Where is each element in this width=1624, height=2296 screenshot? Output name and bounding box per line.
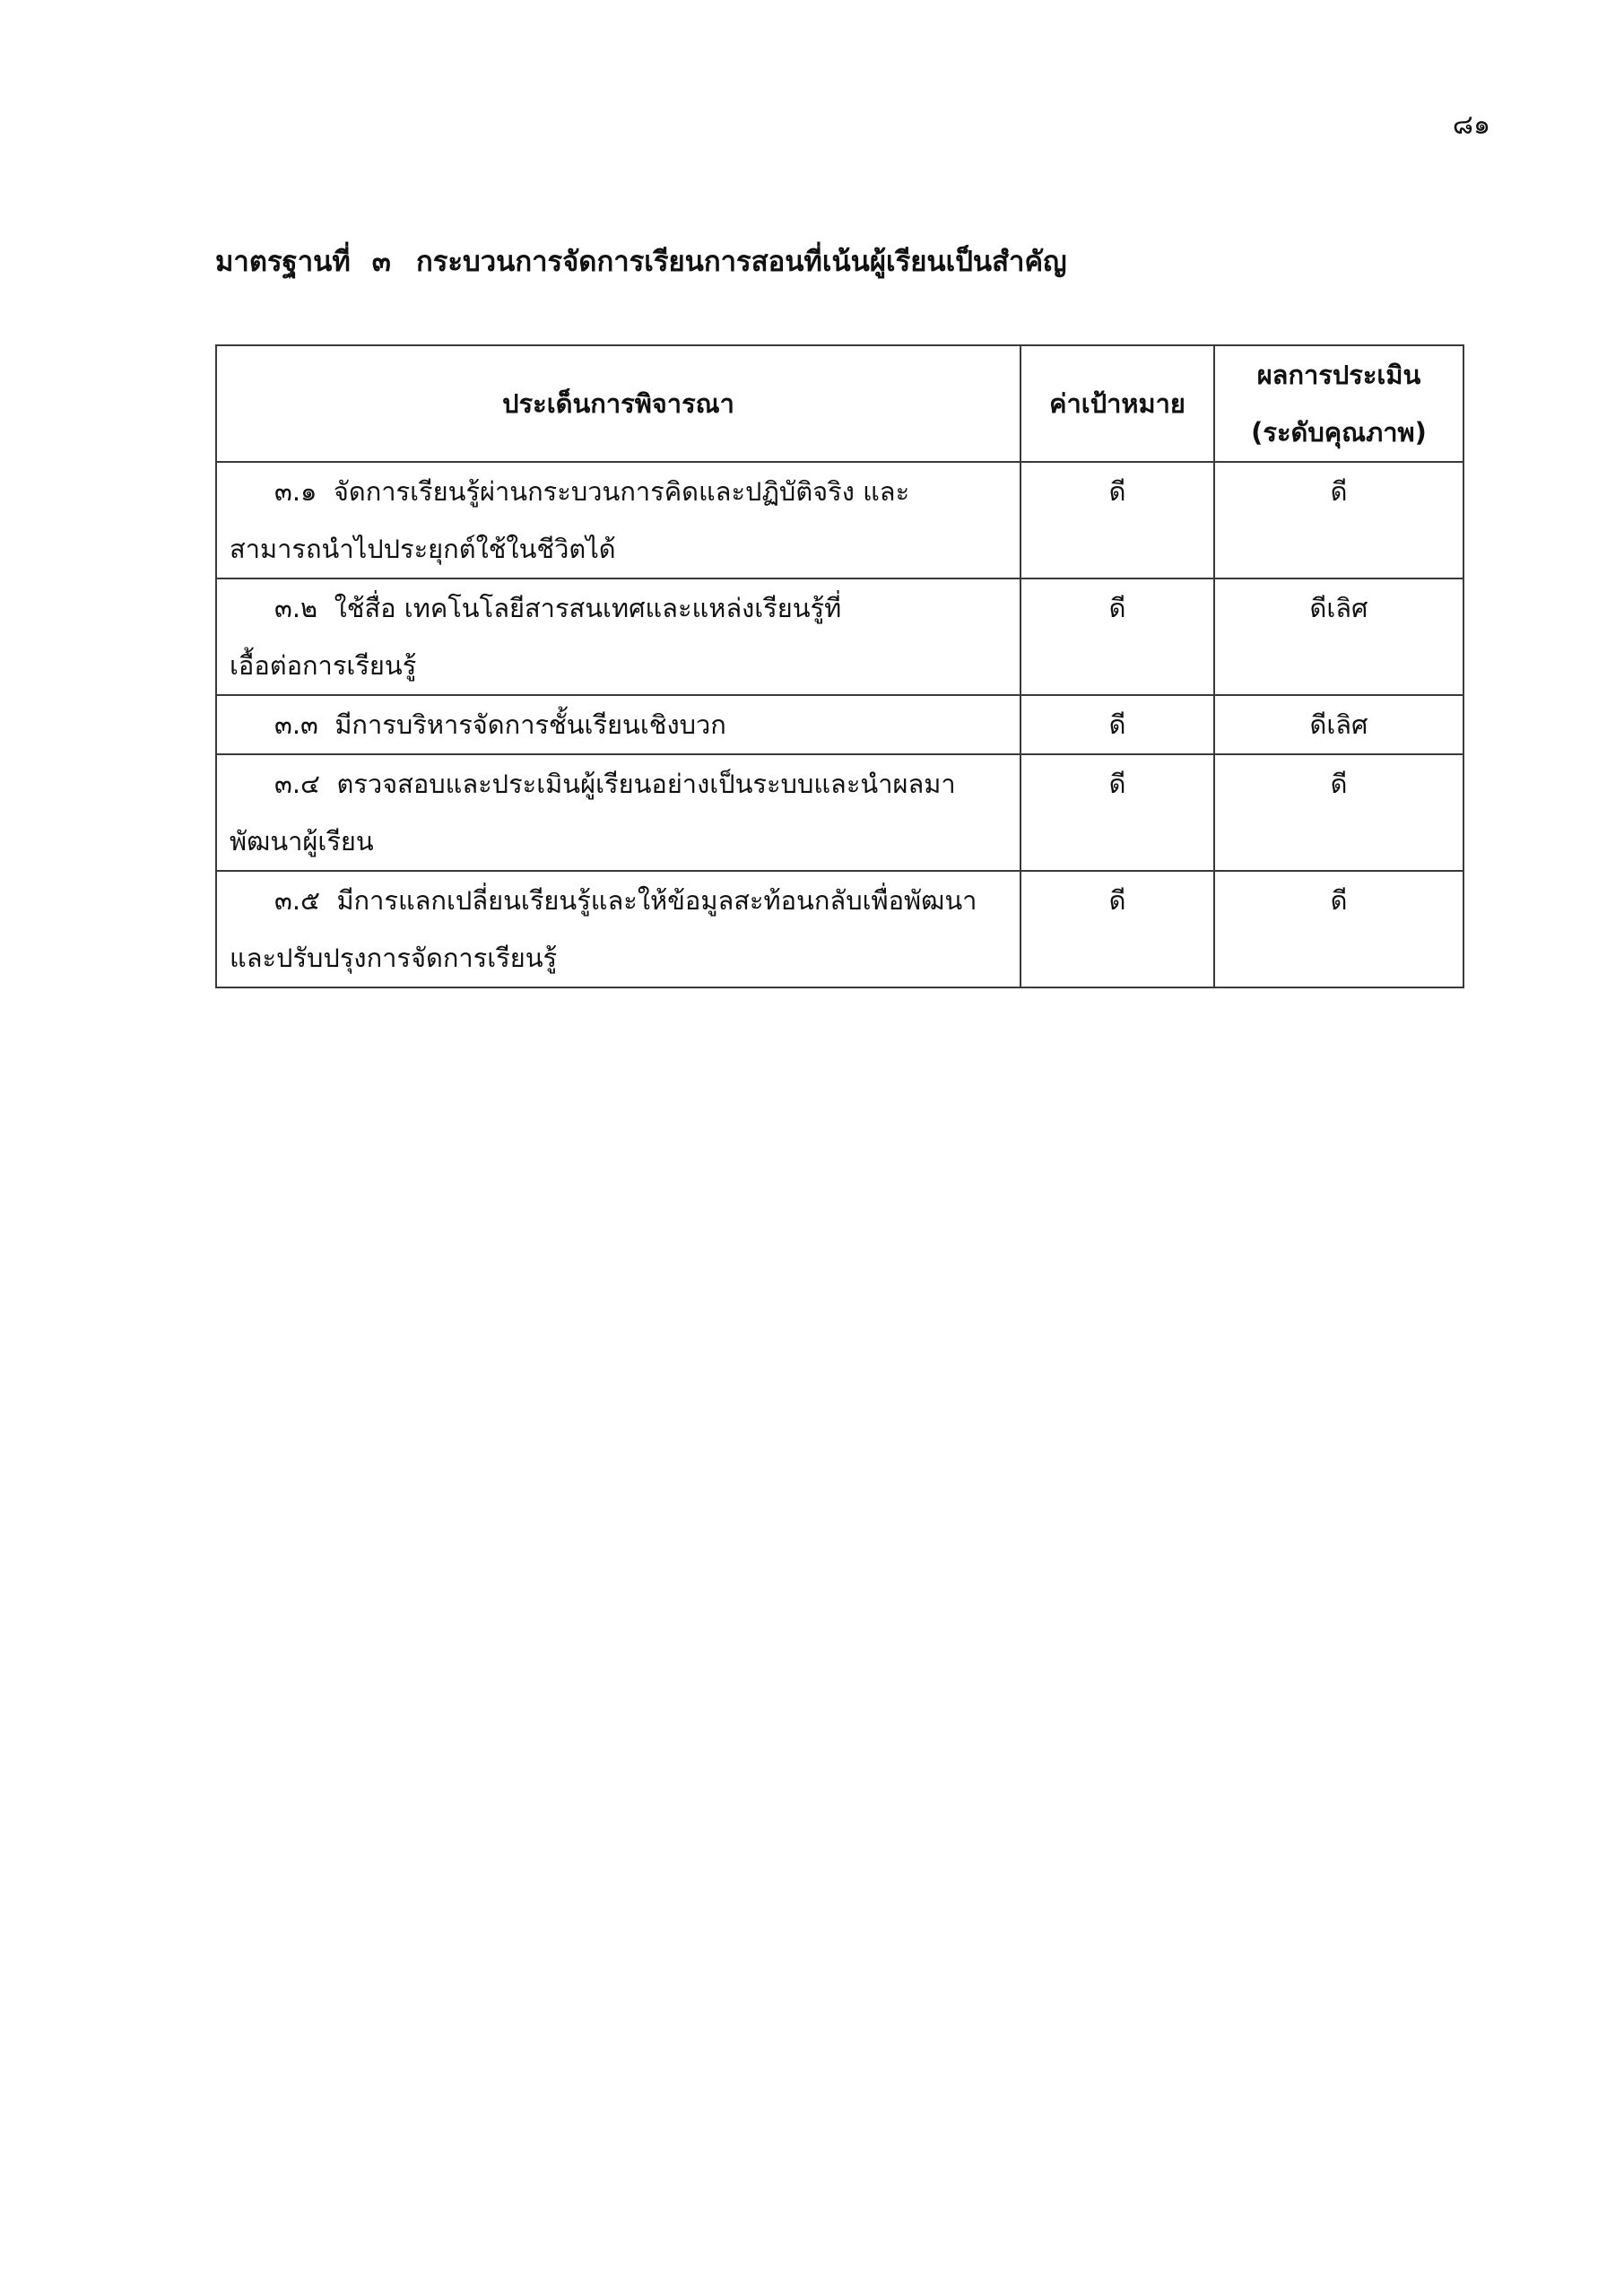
criteria-text: มีการบริหารจัดการชั้นเรียนเชิงบวก — [334, 709, 726, 740]
result-cell: ดี — [1214, 871, 1463, 987]
criteria-line1 — [230, 755, 1009, 813]
criteria-text: มีการแลกเปลี่ยนเรียนรู้และให้ข้อมูลสะท้อนกลับเพื่อพัฒนา — [336, 885, 977, 916]
criteria-cell — [216, 871, 1020, 987]
criteria-text: จัดการเรียนรู้ผ่านกระบวนการคิดและปฏิบัติจริง และ — [333, 476, 910, 507]
criteria-code: ๓.๔ — [274, 769, 320, 799]
criteria-line2: เอื้อต่อการเรียนรู้ — [230, 650, 417, 681]
criteria-line1 — [230, 696, 1009, 753]
table-row — [216, 578, 1463, 695]
result-cell: ดีเลิศ — [1214, 578, 1463, 695]
target-cell: ดี — [1020, 754, 1214, 871]
assessment-table — [215, 344, 1464, 988]
heading-title: กระบวนการจัดการเรียนการสอนที่เน้นผู้เรียนเป็นสำคัญ — [415, 246, 1067, 278]
criteria-text: ตรวจสอบและประเมินผู้เรียนอย่างเป็นระบบและนำผลมา — [336, 769, 956, 799]
header-target: ค่าเป้าหมาย — [1020, 345, 1214, 462]
page-number: ๘๑ — [1452, 109, 1490, 141]
criteria-code: ๓.๕ — [274, 885, 320, 916]
criteria-cell — [216, 578, 1020, 695]
result-cell: ดี — [1214, 754, 1463, 871]
criteria-cell — [216, 462, 1020, 578]
criteria-cell — [216, 754, 1020, 871]
target-cell: ดี — [1020, 578, 1214, 695]
criteria-code: ๓.๑ — [274, 476, 317, 507]
criteria-cell — [216, 695, 1020, 754]
criteria-code: ๓.๓ — [274, 709, 318, 740]
table-row — [216, 695, 1463, 754]
header-result — [1214, 345, 1463, 462]
heading-prefix: มาตรฐานที่ — [215, 246, 351, 278]
criteria-line1 — [230, 463, 1009, 520]
target-cell: ดี — [1020, 871, 1214, 987]
criteria-code: ๓.๒ — [274, 593, 318, 623]
table-row — [216, 871, 1463, 987]
table-row — [216, 754, 1463, 871]
header-criteria: ประเด็นการพิจารณา — [216, 345, 1020, 462]
criteria-line2: และปรับปรุงการจัดการเรียนรู้ — [230, 943, 558, 973]
result-cell: ดีเลิศ — [1214, 695, 1463, 754]
table-header-row — [216, 345, 1463, 462]
criteria-line1 — [230, 579, 1009, 637]
criteria-line2: พัฒนาผู้เรียน — [230, 826, 374, 857]
target-cell: ดี — [1020, 462, 1214, 578]
criteria-text: ใช้สื่อ เทคโนโลยีสารสนเทศและแหล่งเรียนรู้ที่ — [334, 593, 842, 623]
result-cell: ดี — [1214, 462, 1463, 578]
criteria-line1 — [230, 872, 1009, 929]
section-heading — [215, 235, 1471, 289]
criteria-line2: สามารถนำไปประยุกต์ใช้ในชีวิตได้ — [230, 534, 616, 564]
table-row — [216, 462, 1463, 578]
header-result-line2: (ระดับคุณภาพ) — [1251, 417, 1427, 448]
header-result-line1: ผลการประเมิน — [1256, 360, 1421, 390]
target-cell: ดี — [1020, 695, 1214, 754]
heading-number: ๓ — [371, 246, 391, 278]
